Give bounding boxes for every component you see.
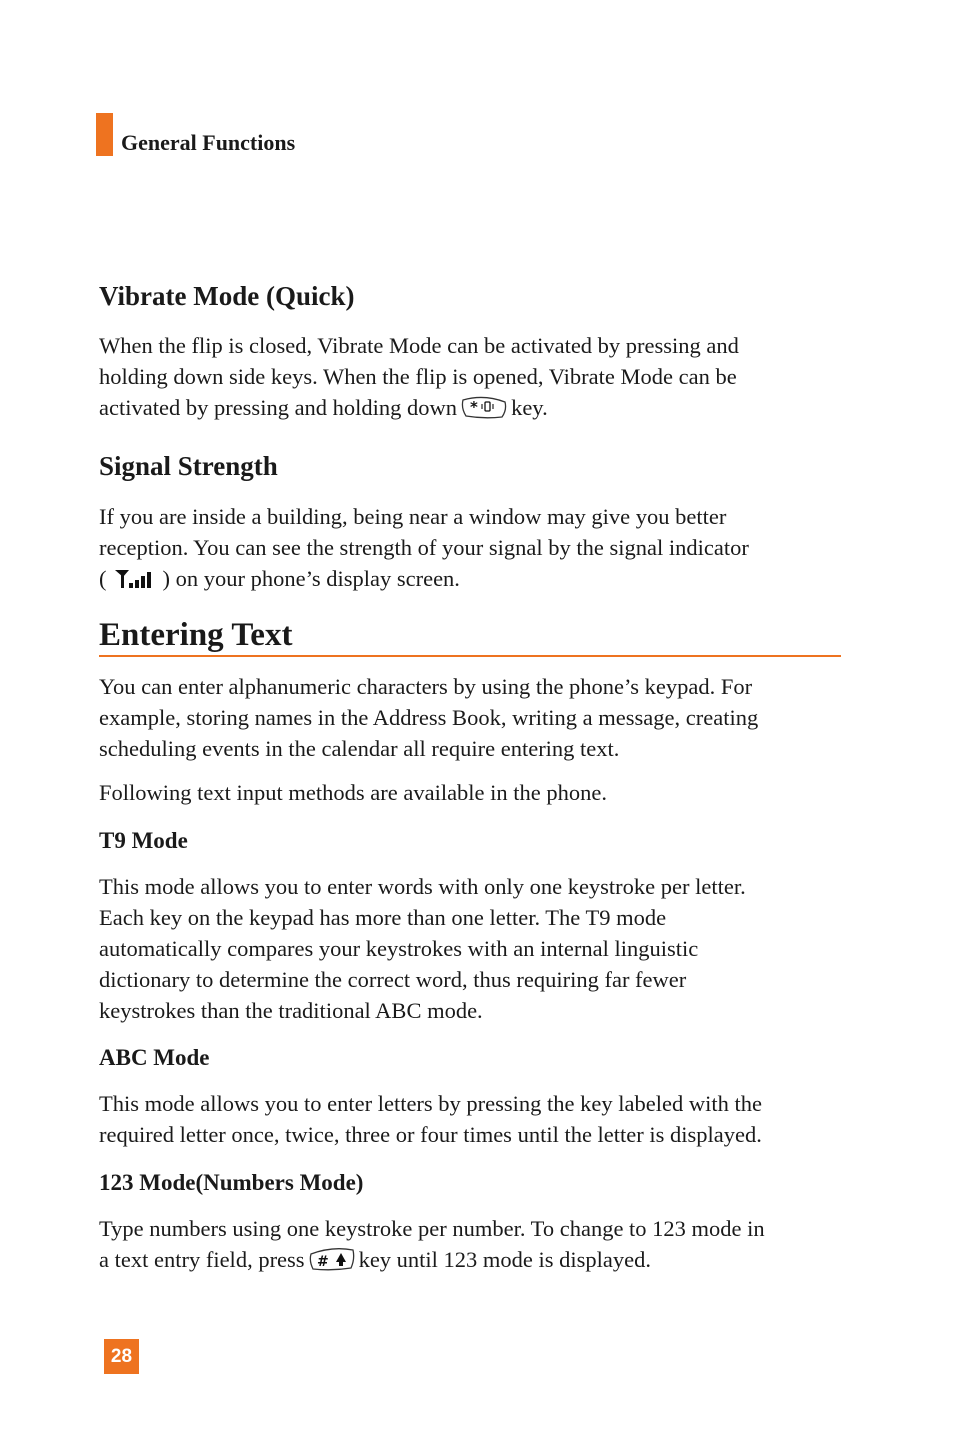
t9-mode-heading: T9 Mode	[99, 828, 188, 853]
svg-text:#: #	[316, 1254, 329, 1270]
input-methods-note: Following text input methods are available in the phone.	[99, 780, 608, 805]
signal-line: reception. You can see the strength of your signal by the signal indicator	[99, 535, 749, 560]
abc-line: This mode allows you to enter letters by pressing the key labeled with the	[99, 1091, 762, 1116]
heading-rule	[99, 655, 841, 657]
entering-text-heading: Entering Text	[99, 617, 293, 653]
abc-mode-heading: ABC Mode	[99, 1045, 210, 1070]
vibrate-mode-body	[99, 330, 859, 428]
vibrate-mode-heading: Vibrate Mode (Quick)	[99, 281, 355, 311]
signal-line	[99, 563, 859, 597]
numbers-line-text: key until 123 mode is displayed.	[358, 1247, 652, 1272]
intro-line: example, storing names in the Address Book, writing a message, creating	[99, 705, 759, 730]
vibrate-line	[99, 392, 859, 428]
numbers-line: Type numbers using one keystroke per number. To change to 123 mode in	[99, 1216, 765, 1241]
section-marker	[96, 113, 113, 156]
numbers-mode-body	[99, 1213, 859, 1280]
section-title: General Functions	[121, 130, 296, 155]
signal-line: If you are inside a building, being near a window may give you better	[99, 504, 727, 529]
hash-shift-key-icon	[308, 1246, 356, 1280]
intro-line: You can enter alphanumeric characters by using the phone’s keypad. For	[99, 674, 753, 699]
signal-line-text: (	[99, 566, 107, 591]
t9-line: This mode allows you to enter words with only one keystroke per letter.	[99, 874, 746, 899]
t9-line: Each key on the keypad has more than one letter. The T9 mode	[99, 905, 667, 930]
vibrate-line: holding down side keys. When the flip is opened, Vibrate Mode can be	[99, 364, 737, 389]
vibrate-line-text: activated by pressing and holding down	[99, 395, 458, 420]
vibrate-line-text: key.	[511, 395, 548, 420]
page-number: 28	[104, 1339, 139, 1374]
abc-mode-body	[99, 1088, 859, 1150]
entering-text-intro	[99, 671, 859, 764]
numbers-line	[99, 1244, 859, 1280]
abc-line: required letter once, twice, three or four times until the letter is displayed.	[99, 1122, 762, 1147]
t9-line: automatically compares your keystrokes with an internal linguistic	[99, 936, 699, 961]
signal-strength-body	[99, 501, 859, 597]
vibrate-line: When the flip is closed, Vibrate Mode can be activated by pressing and	[99, 333, 739, 358]
svg-text:*: *	[470, 398, 478, 416]
star-vibrate-key-icon	[460, 396, 508, 428]
intro-line: scheduling events in the calendar all require entering text.	[99, 736, 620, 761]
t9-line: dictionary to determine the correct word, thus requiring far fewer	[99, 967, 687, 992]
signal-line-text: ) on your phone’s display screen.	[162, 566, 460, 591]
t9-line: keystrokes than the traditional ABC mode.	[99, 998, 483, 1023]
signal-strength-heading: Signal Strength	[99, 451, 278, 481]
numbers-mode-heading: 123 Mode(Numbers Mode)	[99, 1170, 364, 1195]
numbers-line-text: a text entry field, press	[99, 1247, 305, 1272]
t9-mode-body	[99, 871, 859, 1026]
signal-strength-icon	[113, 566, 157, 597]
